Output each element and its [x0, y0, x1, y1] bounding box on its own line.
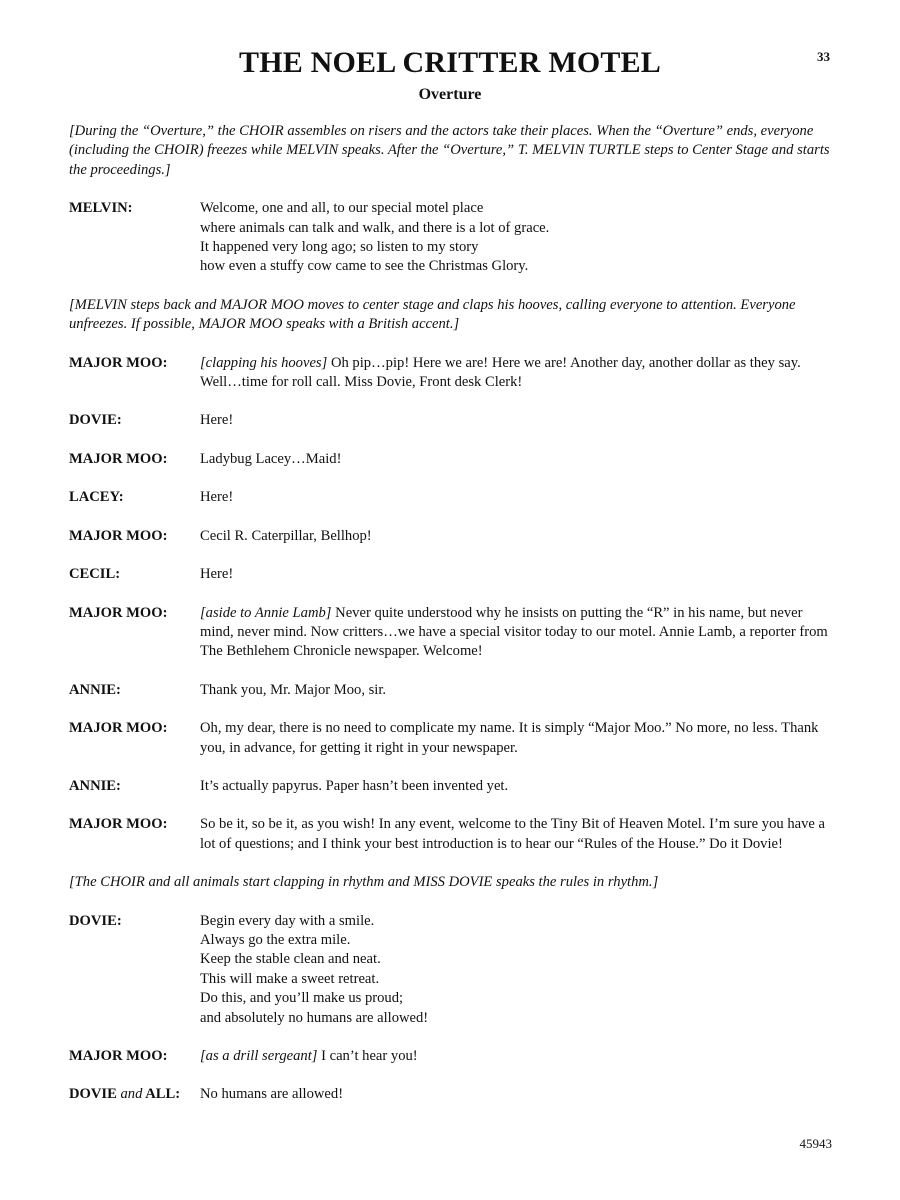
verse-line: Begin every day with a smile. [200, 912, 375, 929]
dialogue-text: So be it, so be it, as you wish! In any event, welcome to the Tiny Bit of Heaven Motel. I’m sure you have a lot of questions; and I think your best introduction is to hear our “Rules of the House.” Do it Dovie! [200, 816, 825, 852]
verse-line: where animals can talk and walk, and there is a lot of grace. [200, 219, 550, 236]
dialogue-text: Here! [200, 566, 234, 583]
dialogue-row [69, 411, 834, 430]
speaker-name: MAJOR MOO: [69, 1048, 168, 1064]
dialogue-text: Ladybug Lacey…Maid! [200, 450, 342, 467]
dialogue-row [69, 604, 834, 662]
dialogue-text: Thank you, Mr. Major Moo, sir. [200, 681, 387, 698]
dialogue-line [200, 354, 834, 393]
dialogue-line [200, 488, 834, 507]
speaker-name: MAJOR MOO: [69, 354, 168, 371]
inline-direction: [aside to Annie Lamb] [200, 604, 332, 621]
speaker-name: MAJOR MOO: [69, 816, 168, 833]
stage-direction: [MELVIN steps back and MAJOR MOO moves to center stage and claps his hooves, calling everyone to attention. Everyone unfreezes. If possible, MAJOR MOO speaks with a British accent.] [69, 296, 796, 333]
dialogue-row [69, 565, 834, 584]
dialogue-line [200, 815, 834, 854]
speaker-a: DOVIE [69, 1086, 117, 1103]
dialogue-text: Oh pip…pip! Here we are! Here we are! Another day, another dollar as they say. Well…time for roll call. Miss Dovie, Front desk Clerk! [200, 354, 801, 391]
speaker-b: ALL: [145, 1086, 181, 1103]
verse-line: This will make a sweet retreat. [200, 970, 380, 987]
dialogue-row [69, 527, 834, 546]
dialogue-line [200, 681, 834, 700]
dialogue-line [200, 777, 834, 796]
speaker-name: MAJOR MOO: [69, 604, 168, 621]
script-body [69, 122, 834, 1124]
verse-line: how even a stuffy cow came to see the Christmas Glory. [200, 258, 529, 275]
dialogue-text: Here! [200, 489, 234, 506]
speaker-name: ANNIE: [69, 681, 121, 698]
dialogue-text: I can’t hear you! [317, 1048, 418, 1064]
speaker-name: MAJOR MOO: [69, 450, 168, 467]
dialogue-row [69, 488, 834, 507]
verse-line: Keep the stable clean and neat. [200, 951, 381, 968]
dialogue-line [200, 1047, 834, 1066]
speaker-name: ANNIE: [69, 777, 121, 794]
dialogue-row [69, 815, 834, 854]
inline-direction: [as a drill sergeant] [200, 1048, 318, 1064]
speaker-name: MAJOR MOO: [69, 527, 168, 544]
speaker-name: DOVIE: [69, 912, 122, 929]
dialogue-line [200, 1085, 834, 1104]
speaker-name: MAJOR MOO: [69, 720, 168, 737]
speaker-name: LACEY: [69, 489, 124, 506]
page-number: 33 [817, 49, 830, 64]
verse [200, 912, 834, 1028]
verse-line: It happened very long ago; so listen to my story [200, 239, 479, 256]
verse-line: and absolutely no humans are allowed! [200, 1009, 429, 1026]
verse-line: Welcome, one and all, to our special motel place [200, 200, 484, 217]
dialogue-row [69, 450, 834, 469]
verse-line: Do this, and you’ll make us proud; [200, 990, 404, 1007]
dialogue-row [69, 912, 834, 1028]
verse [200, 199, 834, 277]
stage-direction: [The CHOIR and all animals start clapping in rhythm and MISS DOVIE speaks the rules in rhythm.] [69, 874, 659, 891]
page-subtitle: Overture [418, 86, 482, 103]
dialogue-line [200, 719, 834, 758]
stage-direction: [During the “Overture,” the CHOIR assembles on risers and the actors take their places. When the “Overture” ends, everyone (including the CHOIR) freezes while MELVIN speaks. After the “Overture,” T. MELVIN TURTLE steps to Center Stage and starts the proceedings.] [69, 123, 830, 178]
dialogue-text: It’s actually papyrus. Paper hasn’t been invented yet. [200, 777, 509, 794]
dialogue-row [69, 199, 834, 277]
dialogue-row [69, 719, 834, 758]
dialogue-row [69, 354, 834, 393]
footer-code: 45943 [799, 1136, 832, 1151]
page-title: THE NOEL CRITTER MOTEL [239, 46, 661, 79]
dialogue-line [200, 604, 834, 662]
dialogue-line [200, 411, 834, 430]
dialogue-text: Never quite understood why he insists on putting the “R” in his name, but never mind, never mind. Now critters…we have a special visitor today to our motel. Annie Lamb, a reporter from The Bethlehem Chronicle newspaper. Welcome! [200, 604, 828, 660]
verse-line: Always go the extra mile. [200, 931, 351, 948]
dialogue-row [69, 1047, 834, 1066]
inline-direction: [clapping his hooves] [200, 354, 328, 371]
dialogue-line [200, 450, 834, 469]
speaker-name: CECIL: [69, 566, 121, 583]
dialogue-row [69, 681, 834, 700]
dialogue-line [200, 527, 834, 546]
dialogue-text: No humans are allowed! [200, 1086, 344, 1103]
speaker-name: DOVIE: [69, 412, 122, 429]
dialogue-text: Here! [200, 412, 234, 429]
dialogue-line [200, 565, 834, 584]
dialogue-row [69, 1085, 834, 1104]
speaker-name: MELVIN: [69, 200, 133, 217]
dialogue-text: Oh, my dear, there is no need to complicate my name. It is simply “Major Moo.” No more, no less. Thank you, in advance, for getting it right in your newspaper. [200, 720, 819, 756]
speaker-name [69, 1085, 200, 1104]
dialogue-text: Cecil R. Caterpillar, Bellhop! [200, 527, 372, 544]
speaker-conjunction: and [120, 1086, 143, 1103]
dialogue-row [69, 777, 834, 796]
